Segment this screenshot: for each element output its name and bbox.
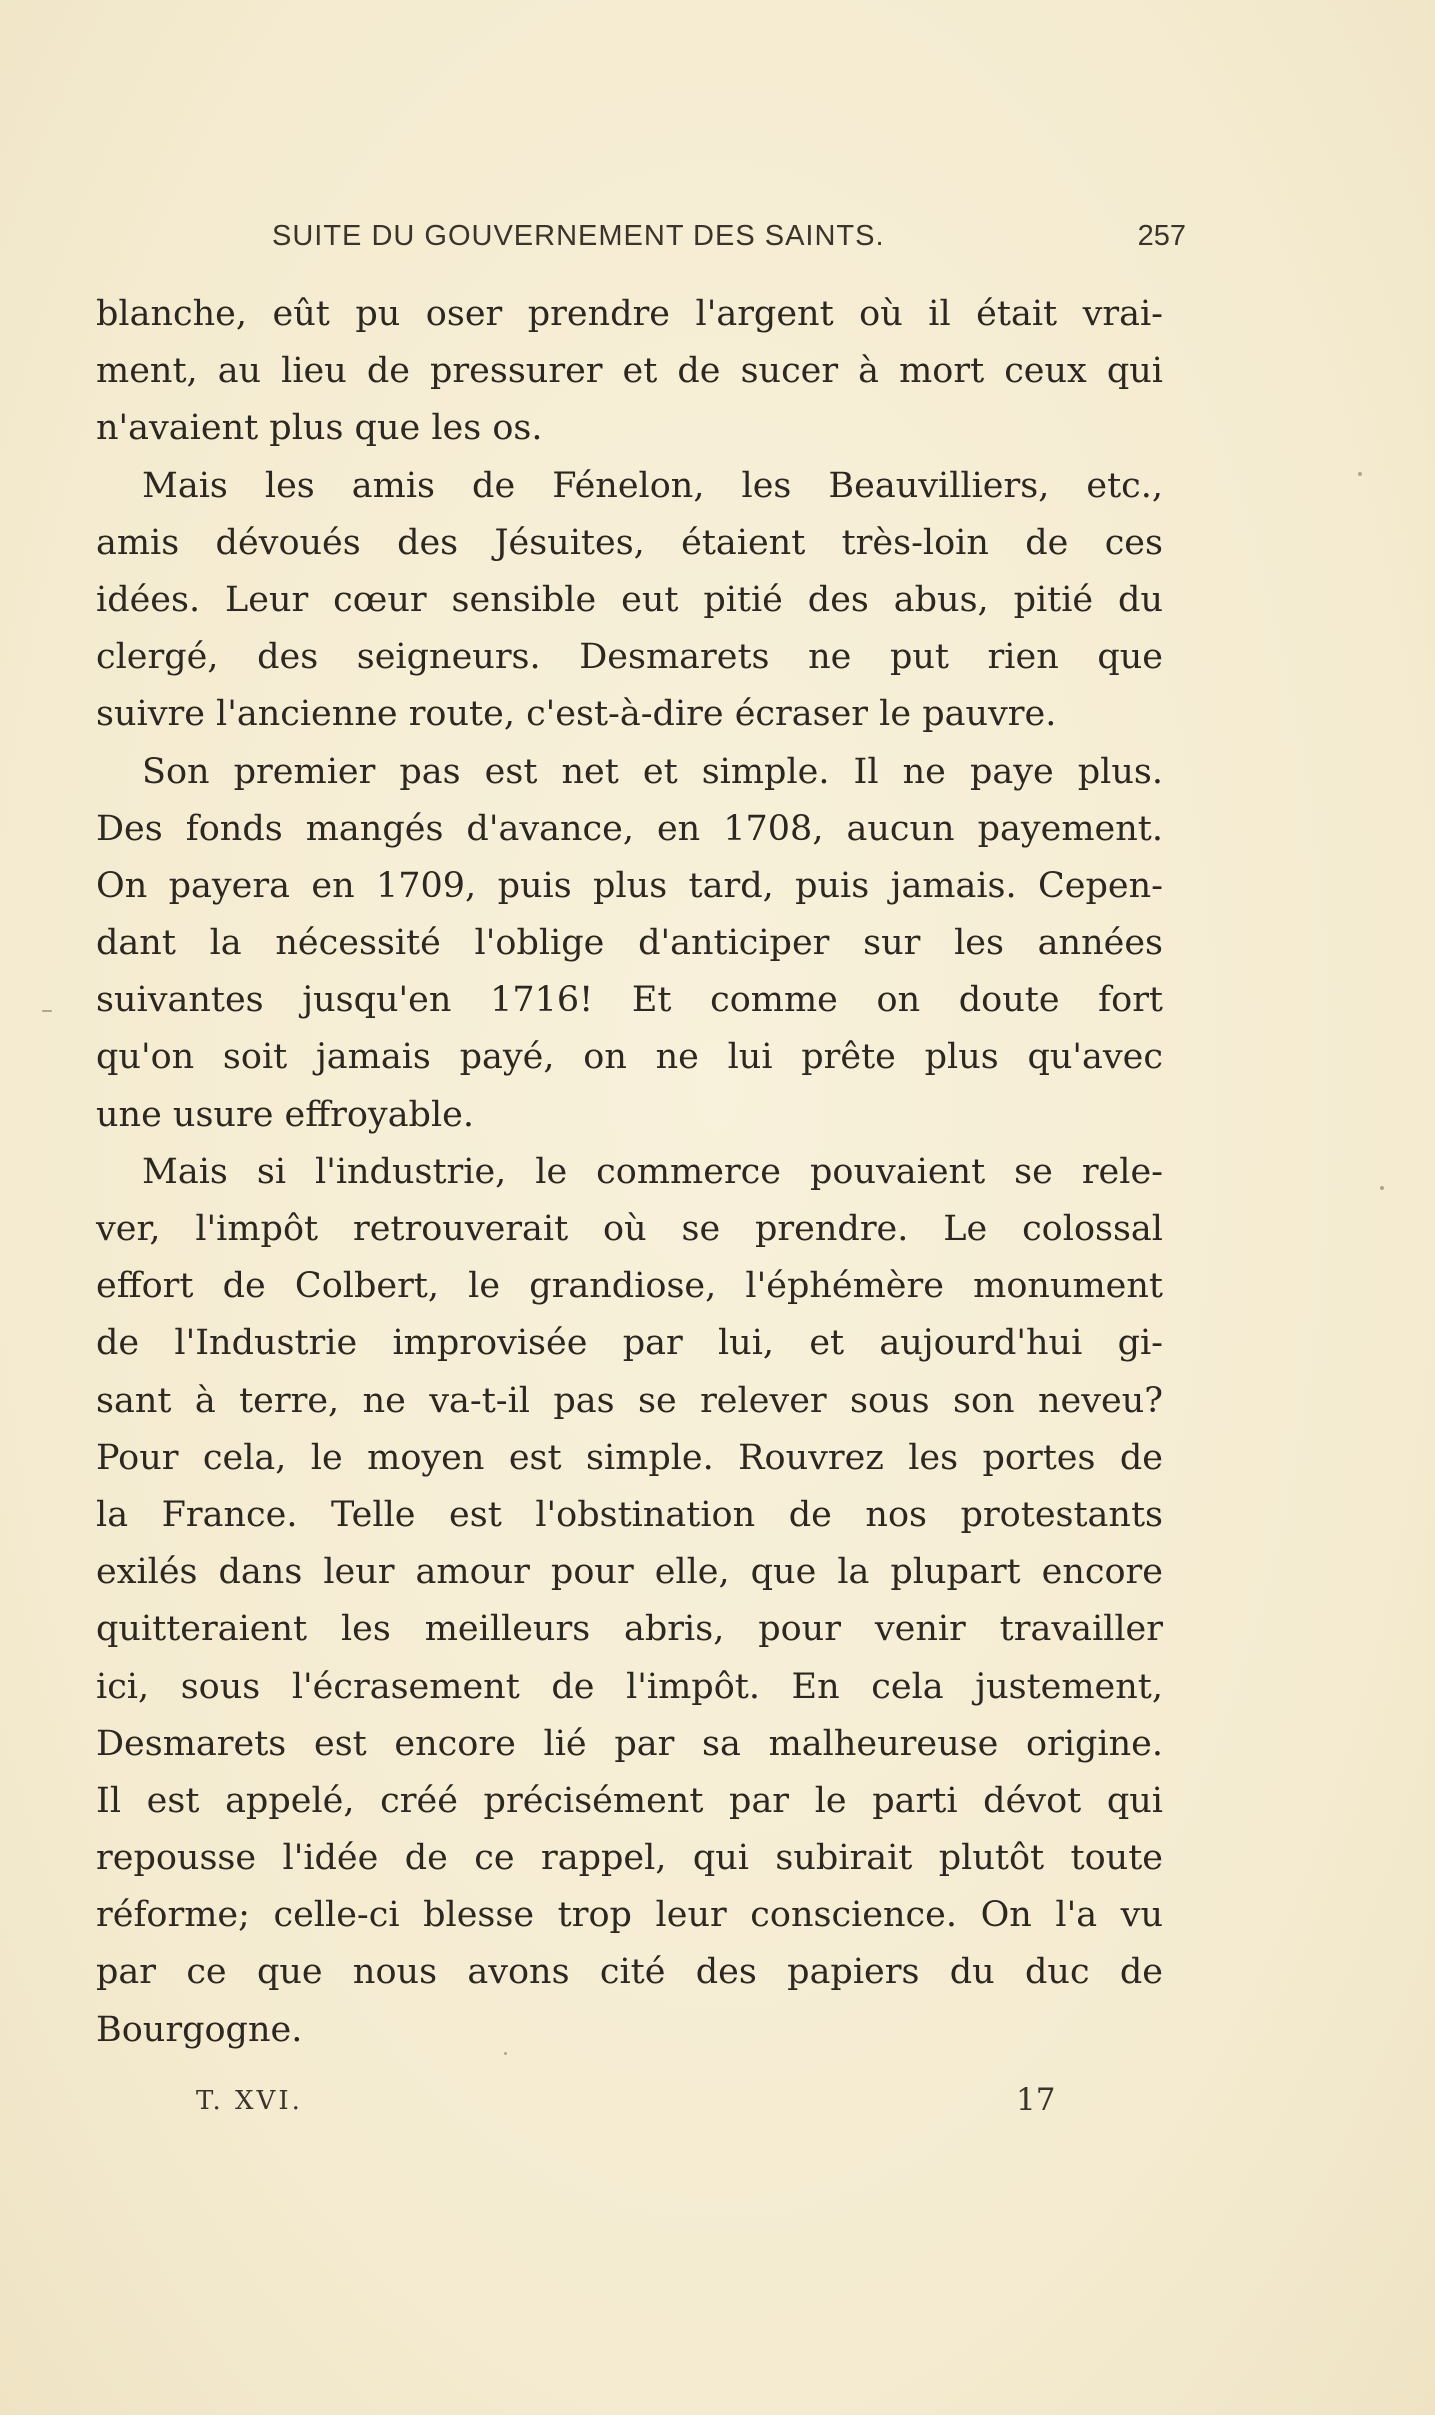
text-line: exilés dans leur amour pour elle, que la plupart encore [96,1552,1163,1593]
text-line: par ce que nous avons cité des papiers du duc de [96,1952,1163,1993]
paper-speck [1358,472,1362,476]
page-number: 257 [1137,220,1186,252]
text-line: Bourgogne. [96,2009,303,2050]
text-line: Mais les amis de Fénelon, les Beauvilliers, etc., [142,465,1163,506]
text-line: effort de Colbert, le grandiose, l'éphémère monument [96,1266,1163,1307]
text-line: Pour cela, le moyen est simple. Rouvrez les portes de [96,1437,1163,1478]
sheet-number: 17 [1016,2082,1056,2118]
text-line: quitteraient les meilleurs abris, pour venir travailler [96,1609,1163,1650]
paper-speck [42,1010,52,1012]
text-line: repousse l'idée de ce rappel, qui subirait plutôt toute [96,1838,1163,1879]
text-line: Il est appelé, créé précisément par le parti dévot qui [96,1780,1163,1821]
text-line: clergé, des seigneurs. Desmarets ne put rien que [96,637,1163,678]
page-footer [96,2082,1163,2130]
text-line: la France. Telle est l'obstination de nos protestants [96,1494,1163,1535]
text-line: Mais si l'industrie, le commerce pouvaient se rele- [142,1151,1163,1192]
text-line: ment, au lieu de pressurer et de sucer à mort ceux qui [96,351,1163,392]
text-line: sant à terre, ne va-t-il pas se relever sous son neveu? [96,1380,1163,1421]
text-line: suivantes jusqu'en 1716! Et comme on doute fort [96,980,1163,1021]
text-line: de l'Industrie improvisée par lui, et aujourd'hui gi- [96,1323,1163,1364]
paper-speck [504,2052,507,2055]
text-line: Son premier pas est net et simple. Il ne paye plus. [142,751,1163,792]
text-line: dant la nécessité l'oblige d'anticiper sur les années [96,923,1163,964]
text-line: idées. Leur cœur sensible eut pitié des abus, pitié du [96,579,1163,620]
text-line: qu'on soit jamais payé, on ne lui prête plus qu'avec [96,1037,1163,1078]
signature-mark: T. XVI. [196,2086,303,2116]
text-line: une usure effroyable. [96,1094,474,1135]
text-line: amis dévoués des Jésuites, étaient très-loin de ces [96,522,1163,563]
text-line: ver, l'impôt retrouverait où se prendre. Le colossal [96,1209,1163,1249]
text-line: n'avaient plus que les os. [96,408,543,449]
body-text [96,286,1163,2059]
text-line: On payera en 1709, puis plus tard, puis jamais. Cepen- [96,865,1163,906]
text-line: Desmarets est encore lié par sa malheureuse origine. [96,1723,1163,1764]
text-line: ici, sous l'écrasement de l'impôt. En cela justement, [96,1666,1163,1707]
running-head [96,220,1186,264]
text-line: blanche, eût pu oser prendre l'argent où il était vrai- [96,294,1163,334]
paper-speck [1380,1186,1384,1190]
text-line: Des fonds mangés d'avance, en 1708, aucun payement. [96,808,1163,849]
running-title: SUITE DU GOUVERNEMENT DES SAINTS. [272,220,885,252]
text-line: réforme; celle-ci blesse trop leur conscience. On l'a vu [96,1895,1163,1936]
text-line: suivre l'ancienne route, c'est-à-dire écraser le pauvre. [96,694,1057,735]
